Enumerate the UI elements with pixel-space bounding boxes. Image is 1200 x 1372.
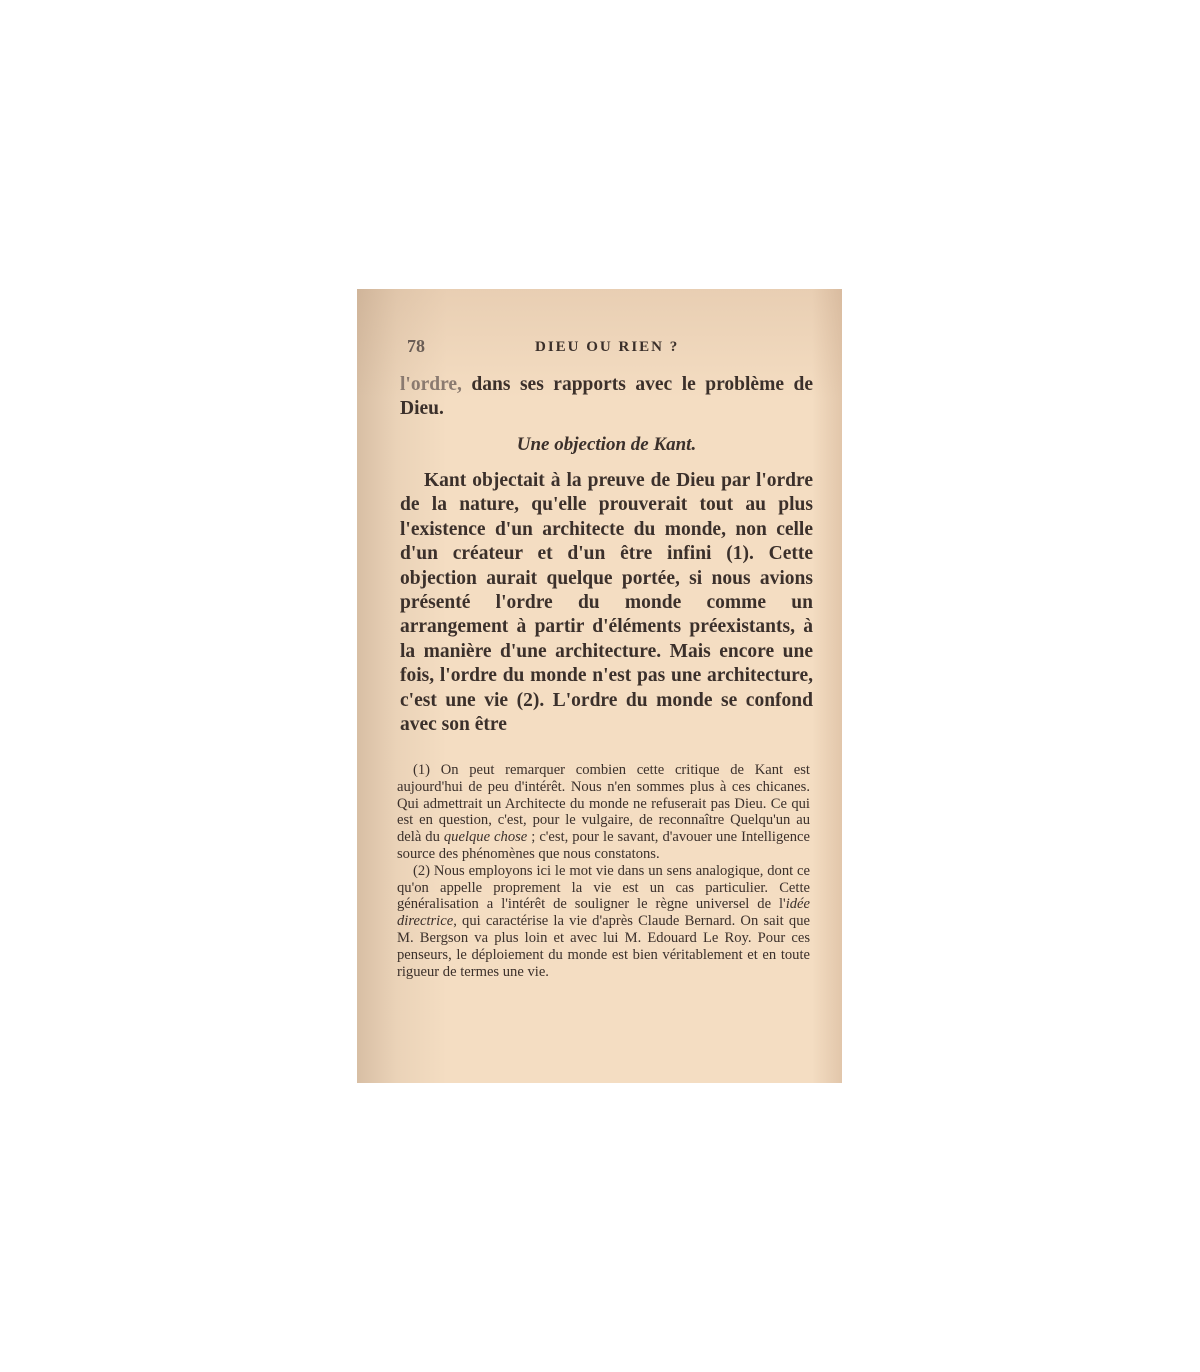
intro-rest: dans ses rapports avec le problème de Dieu. [400, 374, 813, 420]
running-title: DIEU OU RIEN ? [535, 339, 680, 355]
intro-paragraph [400, 373, 813, 422]
running-head [407, 336, 822, 360]
footnotes [397, 762, 810, 980]
section-heading: Une objection de Kant. [516, 434, 697, 455]
book-page [357, 289, 842, 1083]
footnote-1-italic: quelque chose [443, 829, 528, 846]
footnote-2-part1: (2) Nous employons ici le mot vie dans un sens analogique, dont ce qu'on appelle proprement la vie est un cas particulier. Cette généralisation a l'intérêt de souligner le règne universel de l' [397, 862, 810, 913]
footnote-1 [397, 762, 810, 863]
intro-faded-start: l'ordre, [400, 374, 462, 395]
footnote-1-part1: (1) On peut remarquer combien cette critique de Kant est aujourd'hui de peu d'intérêt. Nous n'en sommes plus à ces chicanes. Qui admettrait un Architecte du monde ne refuserait pas Dieu. Ce qui est en question, c'est, pour le vulgaire, de reconnaître Quelqu'un au delà du [397, 762, 810, 846]
page-number: 78 [407, 336, 425, 356]
footnote-2-part2: , qui caractérise la vie d'après Claude Bernard. On sait que M. Bergson va plus loin et avec lui M. Edouard Le Roy. Pour ces penseurs, le déploiement du monde est bien véritablement et en toute rigueur de termes une vie. [397, 913, 810, 980]
main-paragraph: Kant objectait à la preuve de Dieu par l'ordre de la nature, qu'elle prouverait tout au plus l'existence d'un architecte du monde, non celle d'un créateur et d'un être infini (1). Cette objection aurait quelque portée, si nous avions présenté l'ordre du monde comme un arrangement à partir d'éléments préexistants, à la manière d'une architecture. Mais encore une fois, l'ordre du monde n'est pas une architecture, c'est une vie (2). L'ordre du monde se confond avec son être [400, 470, 813, 736]
footnote-2 [397, 863, 810, 981]
footnote-2-italic: idée directrice [397, 896, 810, 930]
footnote-1-part2: ; c'est, pour le savant, d'avouer une Intelligence source des phénomènes que nous constatons. [397, 829, 810, 862]
